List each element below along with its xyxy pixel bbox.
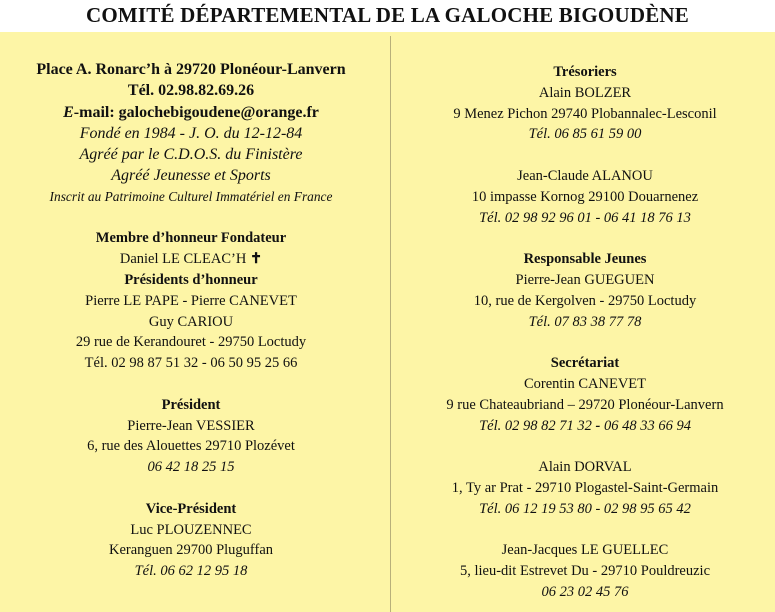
secretary-address: 5, lieu-dit Estrevet Du - 29710 Pouldreuzic — [459, 563, 711, 580]
founded-line: Fondé en 1984 - J. O. du 12-12-84 — [79, 124, 303, 142]
youth-address: 10, rue de Kergolven - 29750 Loctudy — [473, 292, 697, 309]
secretary-address: 1, Ty ar Prat - 29710 Plogastel-Saint-Germain — [451, 479, 719, 496]
committee-phone: Tél. 02.98.82.69.26 — [127, 82, 255, 100]
treasurer-name: Jean-Claude ALANOU — [517, 167, 653, 184]
email-prefix: E — [63, 103, 74, 121]
vice-president-name: Luc PLOUZENNEC — [130, 521, 252, 538]
column-divider — [390, 36, 391, 612]
treasurers-heading: Trésoriers — [553, 64, 617, 80]
secretary-address: 9 rue Chateaubriand – 29720 Plonéour-Lanvern — [446, 396, 724, 413]
treasurer-phone: Tél. 06 85 61 59 00 — [528, 126, 642, 143]
treasurer-address: 10 impasse Kornog 29100 Douarnenez — [471, 188, 699, 205]
president-heading: Président — [161, 396, 221, 413]
secretary-phone: Tél. 02 98 82 71 32 - 06 48 33 66 94 — [479, 417, 691, 434]
heritage-line: Inscrit au Patrimoine Culturel Immatériel en France — [49, 188, 333, 204]
honorary-president-address: 29 rue de Kerandouret - 29750 Loctudy — [75, 334, 307, 351]
president-address: 6, rue des Alouettes 29710 Plozévet — [87, 438, 295, 455]
honorary-president-name: Guy CARIOU — [148, 313, 234, 330]
approval-cdos: Agréé par le C.D.O.S. du Finistère — [79, 146, 303, 164]
vice-president-address: Keranguen 29700 Pluguffan — [108, 542, 274, 559]
secretary-phone: Tél. 06 12 19 53 80 - 02 98 95 65 42 — [479, 500, 691, 517]
committee-address: Place A. Ronarc’h à 29720 Plonéour-Lanvern — [36, 61, 346, 78]
cross-icon: ✝ — [249, 251, 263, 268]
honorary-presidents-heading: Présidents d’honneur — [124, 271, 258, 288]
right-column — [395, 32, 775, 603]
honorary-president-phone: Tél. 02 98 87 51 32 - 06 50 95 25 66 — [84, 355, 298, 372]
secretary-name: Alain DORVAL — [538, 459, 632, 476]
letterhead-panel — [0, 32, 775, 612]
youth-heading: Responsable Jeunes — [523, 251, 647, 268]
left-column — [0, 32, 382, 582]
honorary-member-heading: Membre d’honneur Fondateur — [95, 230, 287, 247]
honorary-member-name: Daniel LE CLEAC’H ✝ — [119, 251, 263, 268]
secretary-name: Corentin CANEVET — [523, 375, 647, 392]
committee-email — [0, 102, 382, 123]
vice-president-heading: Vice-Président — [145, 500, 237, 517]
president-phone: 06 42 18 25 15 — [147, 459, 235, 476]
youth-phone: Tél. 07 83 38 77 78 — [528, 313, 642, 330]
secretary-name: Jean-Jacques LE GUELLEC — [501, 542, 669, 559]
treasurer-address: 9 Menez Pichon 29740 Plobannalec-Lesconil — [453, 105, 717, 122]
president-name: Pierre-Jean VESSIER — [127, 417, 255, 434]
approval-youth-sports: Agréé Jeunesse et Sports — [111, 167, 271, 185]
treasurer-name: Alain BOLZER — [538, 84, 632, 101]
secretariat-heading: Secrétariat — [550, 355, 620, 372]
treasurer-phone: Tél. 02 98 92 96 01 - 06 41 18 76 13 — [479, 209, 691, 226]
secretary-phone: 06 23 02 45 76 — [541, 583, 629, 600]
honorary-presidents-names: Pierre LE PAPE - Pierre CANEVET — [85, 292, 297, 309]
vice-president-phone: Tél. 06 62 12 95 18 — [134, 563, 248, 580]
email-address: -mail: galochebigoudene@orange.fr — [73, 103, 319, 121]
youth-name: Pierre-Jean GUEGUEN — [515, 271, 655, 288]
document-title: COMITÉ DÉPARTEMENTAL DE LA GALOCHE BIGOUDÈNE — [0, 0, 775, 32]
